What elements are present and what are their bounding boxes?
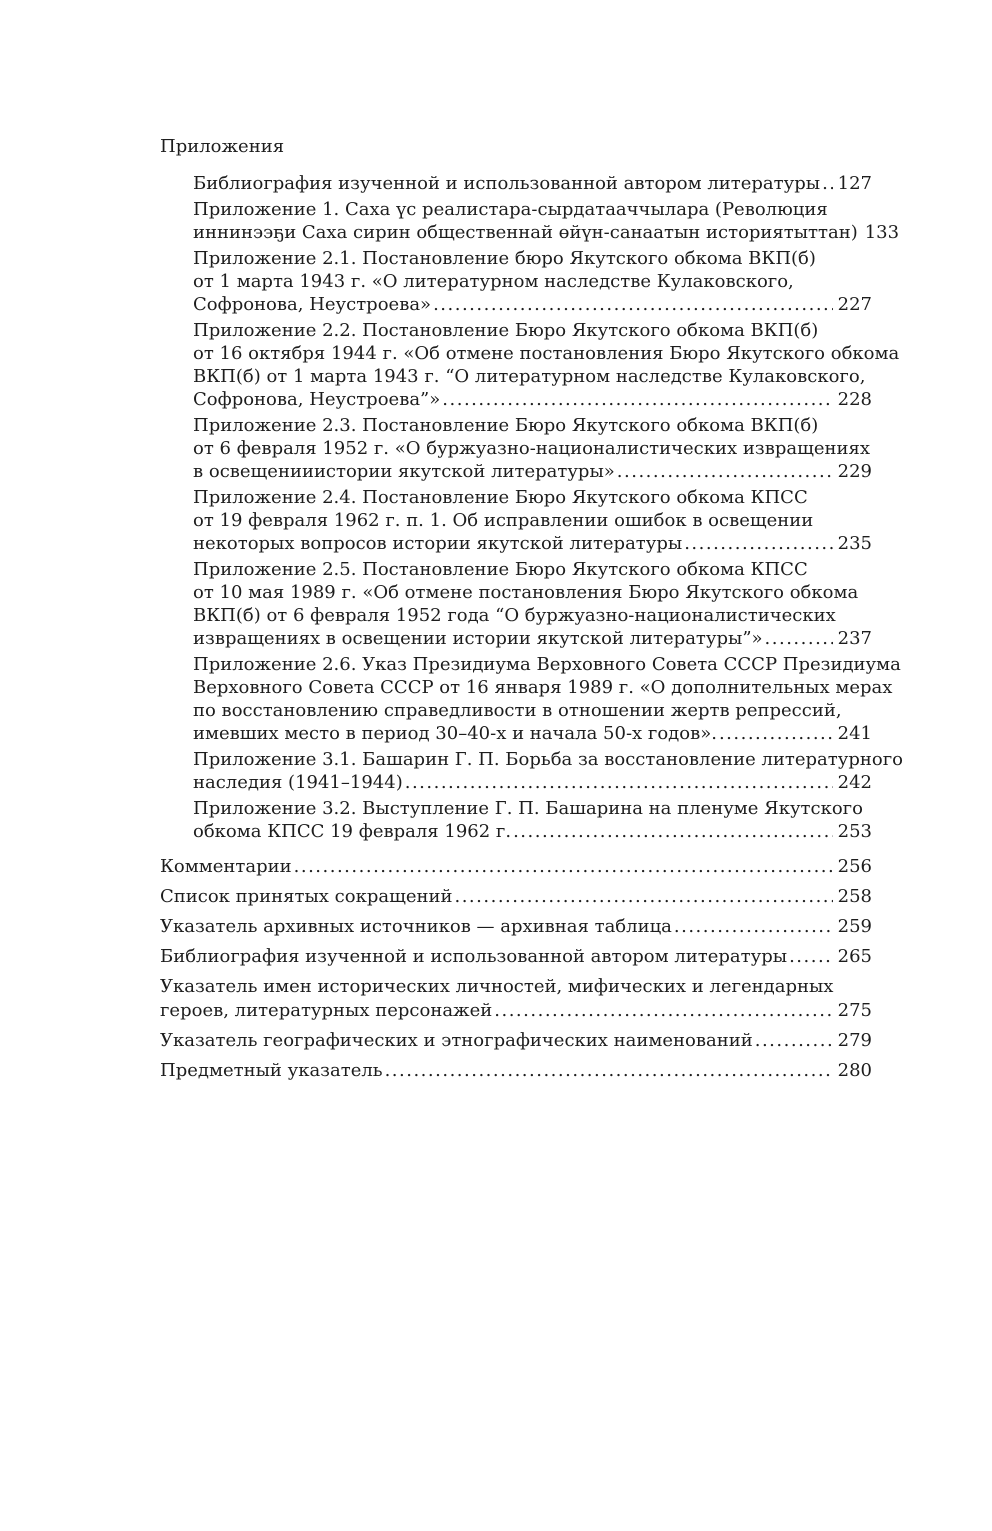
toc-entry bbox=[193, 558, 872, 650]
toc-entry-line bbox=[193, 293, 872, 316]
toc-entry bbox=[193, 247, 872, 316]
toc-entry-text: Библиография изученной и использованной автором литературы bbox=[193, 173, 821, 194]
toc-entry-line bbox=[193, 820, 872, 843]
toc-entry-line: от 19 февраля 1962 г. п. 1. Об исправлении ошибок в освещении bbox=[193, 510, 814, 531]
dot-leader bbox=[755, 1029, 833, 1053]
toc-entry-line bbox=[193, 771, 872, 794]
toc-entry-text: иннинээҕи Саха сирин общественнай өйүн-санаатын историятыттан) bbox=[193, 222, 858, 243]
page-number: 228 bbox=[837, 389, 872, 410]
dot-leader bbox=[442, 388, 832, 411]
toc-entry-line bbox=[160, 1029, 872, 1053]
toc-entry-line bbox=[160, 915, 872, 939]
toc-entry-text: Софронова, Неустроева”» bbox=[193, 389, 441, 410]
toc-entry bbox=[193, 319, 900, 411]
page-number: 275 bbox=[837, 1000, 872, 1021]
toc-entry-line bbox=[193, 221, 900, 244]
toc-entry-line: Указатель имен исторических личностей, мифических и легендарных bbox=[160, 976, 834, 997]
toc-entry-text: Указатель архивных источников — архивная таблица bbox=[160, 916, 672, 937]
toc-entry-line: Верховного Совета СССР от 16 января 1989 г. «О дополнительных мерах bbox=[193, 677, 893, 698]
toc-entry bbox=[193, 198, 900, 244]
appendix-entries-list bbox=[193, 172, 903, 843]
toc-entry-line bbox=[160, 855, 872, 879]
toc-entry-line: по восстановлению справедливости в отношении жертв репрессий, bbox=[193, 700, 842, 721]
page-number: 280 bbox=[837, 1060, 872, 1081]
dot-leader bbox=[684, 532, 832, 555]
toc-entry-text: Список принятых сокращений bbox=[160, 886, 453, 907]
toc-entry bbox=[193, 486, 872, 555]
page-number: 258 bbox=[837, 886, 872, 907]
dot-leader bbox=[765, 627, 833, 650]
page-number: 227 bbox=[837, 294, 872, 315]
toc-entry-line: от 16 октября 1944 г. «Об отмене постановления Бюро Якутского обкома bbox=[193, 343, 900, 364]
toc-entry-line bbox=[160, 999, 872, 1023]
toc-entry-line: ВКП(б) от 1 марта 1943 г. “О литературном наследстве Кулаковского, bbox=[193, 366, 866, 387]
page-number: 241 bbox=[837, 723, 872, 744]
main-entries-list bbox=[160, 855, 872, 1083]
toc-entry bbox=[160, 915, 872, 939]
toc-entry-line bbox=[160, 885, 872, 909]
dot-leader bbox=[294, 855, 833, 879]
toc-entry bbox=[193, 172, 872, 195]
page-number: 127 bbox=[837, 173, 872, 194]
toc-entry bbox=[160, 1029, 872, 1053]
toc-entry bbox=[193, 653, 901, 745]
page-number: 259 bbox=[837, 916, 872, 937]
toc-entry-line bbox=[160, 1059, 872, 1083]
toc-entry-text: извращениях в освещении истории якутской литературы”» bbox=[193, 628, 763, 649]
toc-entry-line: от 10 мая 1989 г. «Об отмене постановления Бюро Якутского обкома bbox=[193, 582, 859, 603]
toc-entry-line: от 6 февраля 1952 г. «О буржуазно-националистических извращениях bbox=[193, 438, 870, 459]
dot-leader bbox=[513, 820, 833, 843]
toc-entry-text: Софронова, Неустроева» bbox=[193, 294, 432, 315]
toc-entry bbox=[193, 797, 872, 843]
toc-entry-line: Приложение 1. Саха үс реалистара-сырдатааччылара (Революция bbox=[193, 199, 828, 220]
toc-entry-line bbox=[193, 722, 872, 745]
toc-entry-text: обкома КПСС 19 февраля 1962 г. bbox=[193, 821, 512, 842]
toc-entry bbox=[160, 855, 872, 879]
dot-leader bbox=[674, 915, 833, 939]
toc-entry-line: ВКП(б) от 6 февраля 1952 года “О буржуазно-националистических bbox=[193, 605, 836, 626]
page-number: 229 bbox=[837, 461, 872, 482]
page-number: 256 bbox=[837, 856, 872, 877]
toc-entry-line bbox=[193, 460, 872, 483]
toc-entry-line: Приложение 2.2. Постановление Бюро Якутского обкома ВКП(б) bbox=[193, 320, 819, 341]
dot-leader bbox=[719, 722, 833, 745]
toc-entry-line: от 1 марта 1943 г. «О литературном наследстве Кулаковского, bbox=[193, 271, 794, 292]
dot-leader bbox=[822, 172, 833, 195]
page-number: 242 bbox=[837, 772, 872, 793]
toc-entry-line bbox=[193, 532, 872, 555]
dot-leader bbox=[617, 460, 833, 483]
toc-entry-line bbox=[193, 388, 872, 411]
page-title: Приложения bbox=[160, 136, 285, 157]
table-of-contents bbox=[160, 135, 903, 1089]
toc-entry bbox=[160, 885, 872, 909]
toc-entry-line: Приложение 2.4. Постановление Бюро Якутского обкома КПСС bbox=[193, 487, 808, 508]
toc-entry-text: имевших место в период 30–40-х и начала 50-х годов». bbox=[193, 723, 717, 744]
toc-entry-text: героев, литературных персонажей bbox=[160, 1000, 493, 1021]
page-number: 279 bbox=[837, 1030, 872, 1051]
toc-entry bbox=[160, 975, 872, 1023]
toc-entry-line: Приложение 3.2. Выступление Г. П. Башарина на пленуме Якутского bbox=[193, 798, 863, 819]
dot-leader bbox=[405, 771, 833, 794]
page-number: 265 bbox=[837, 946, 872, 967]
dot-leader bbox=[494, 999, 832, 1023]
toc-entry-line bbox=[193, 627, 872, 650]
page-number: 235 bbox=[837, 533, 872, 554]
toc-entry-text: в освещенииистории якутской литературы» bbox=[193, 461, 615, 482]
toc-entry-text: Предметный указатель bbox=[160, 1060, 383, 1081]
toc-entry-line: Приложение 2.5. Постановление Бюро Якутского обкома КПСС bbox=[193, 559, 808, 580]
page-number: 237 bbox=[837, 628, 872, 649]
toc-entry-text: Библиография изученной и использованной автором литературы bbox=[160, 946, 788, 967]
toc-entry-text: Указатель географических и этнографических наименований bbox=[160, 1030, 753, 1051]
toc-entry bbox=[160, 1059, 872, 1083]
toc-entry-line bbox=[193, 172, 872, 195]
toc-entry bbox=[160, 945, 872, 969]
toc-entry bbox=[193, 414, 872, 483]
toc-entry-text: некоторых вопросов истории якутской литературы bbox=[193, 533, 683, 554]
toc-entry-line: Приложение 2.6. Указ Президиума Верховного Совета СССР Президиума bbox=[193, 654, 901, 675]
toc-entry-line: Приложение 2.1. Постановление бюро Якутского обкома ВКП(б) bbox=[193, 248, 816, 269]
dot-leader bbox=[433, 293, 833, 316]
dot-leader bbox=[454, 885, 832, 909]
toc-entry bbox=[193, 748, 903, 794]
toc-entry-text: Комментарии bbox=[160, 856, 292, 877]
toc-entry-line bbox=[160, 945, 872, 969]
page-number: 133 bbox=[864, 222, 900, 243]
dot-leader bbox=[385, 1059, 833, 1083]
toc-entry-text: наследия (1941–1944) bbox=[193, 772, 403, 793]
dot-leader bbox=[789, 945, 833, 969]
page-number: 253 bbox=[837, 821, 872, 842]
toc-entry-line: Приложение 3.1. Башарин Г. П. Борьба за восстановление литературного bbox=[193, 749, 903, 770]
toc-entry-line: Приложение 2.3. Постановление Бюро Якутского обкома ВКП(б) bbox=[193, 415, 819, 436]
